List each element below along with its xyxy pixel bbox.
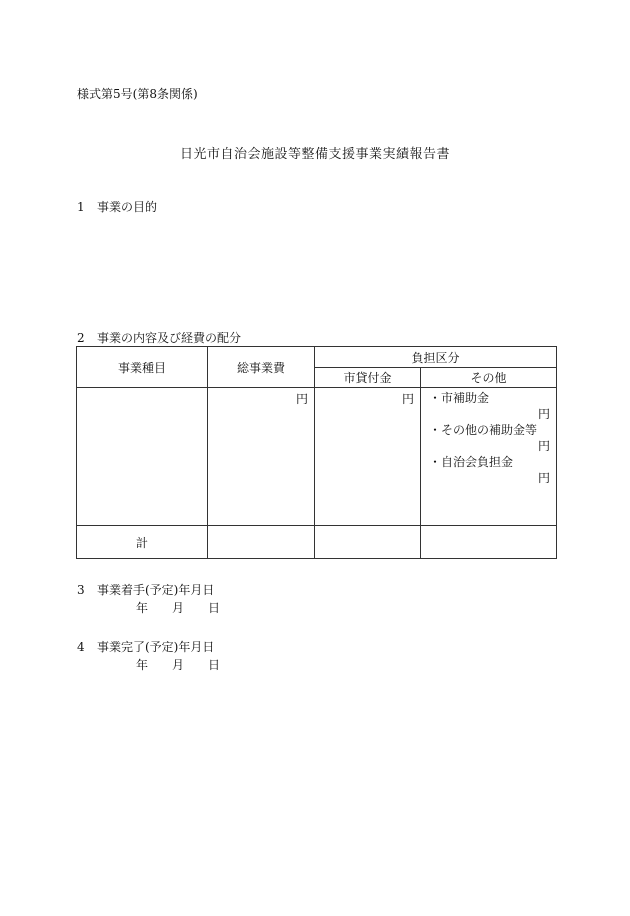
total-cost-cell[interactable] <box>208 388 315 526</box>
section-4-label: 事業完了(予定)年月日 <box>97 640 215 654</box>
header-burden: 負担区分 <box>315 347 557 368</box>
year-unit: 年 <box>136 658 149 672</box>
form-number: 様式第5号(第8条関係) <box>77 87 198 101</box>
table-row <box>77 388 557 526</box>
yen-unit: 円 <box>538 439 551 453</box>
budget-table <box>76 346 557 559</box>
section-2-heading <box>77 329 241 346</box>
yen-unit: 円 <box>538 471 551 485</box>
city-loan-sum-cell[interactable] <box>315 526 421 559</box>
completion-date-field[interactable] <box>136 656 220 673</box>
year-unit: 年 <box>136 601 149 615</box>
section-2-label: 事業の内容及び経費の配分 <box>97 331 242 345</box>
header-category: 事業種目 <box>77 347 208 388</box>
header-total-cost: 総事業費 <box>208 347 315 388</box>
other-item-association-share: ・自治会負担金 <box>429 455 514 469</box>
section-1-label: 事業の目的 <box>97 200 158 214</box>
other-item-other-subsidy: ・その他の補助金等 <box>429 423 538 437</box>
section-3-label: 事業着手(予定)年月日 <box>97 583 215 597</box>
other-cell[interactable] <box>421 388 557 526</box>
category-cell[interactable] <box>77 388 208 526</box>
yen-unit: 円 <box>295 392 308 406</box>
section-2-number: 2 <box>77 331 85 345</box>
total-row <box>77 526 557 559</box>
header-city-loan: 市貸付金 <box>315 368 421 388</box>
month-unit: 月 <box>172 601 185 615</box>
other-item-city-subsidy: ・市補助金 <box>429 391 490 405</box>
document-title: 日光市自治会施設等整備支援事業実績報告書 <box>179 147 450 162</box>
section-4-number: 4 <box>77 640 85 654</box>
day-unit: 日 <box>208 658 221 672</box>
total-row-label: 計 <box>77 526 208 559</box>
section-4-heading <box>77 638 214 655</box>
section-3-heading <box>77 581 214 598</box>
section-1-heading <box>77 198 157 215</box>
day-unit: 日 <box>208 601 221 615</box>
yen-unit: 円 <box>401 392 414 406</box>
month-unit: 月 <box>172 658 185 672</box>
header-other: その他 <box>421 368 557 388</box>
total-cost-sum-cell[interactable] <box>208 526 315 559</box>
start-date-field[interactable] <box>136 599 220 616</box>
city-loan-cell[interactable] <box>315 388 421 526</box>
other-sum-cell[interactable] <box>421 526 557 559</box>
yen-unit: 円 <box>538 407 551 421</box>
section-3-number: 3 <box>77 583 85 597</box>
section-1-number: 1 <box>77 200 85 214</box>
